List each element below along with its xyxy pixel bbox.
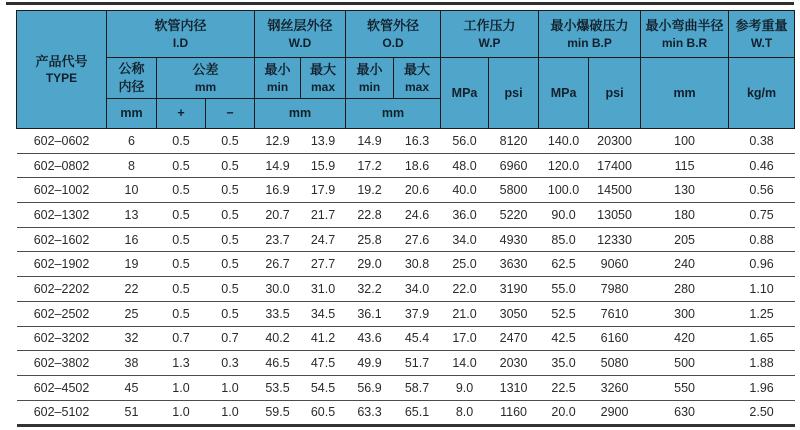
table-row [17,301,795,326]
value-cell: 34.5 [301,301,346,326]
value-cell: 49.9 [346,351,394,376]
product-code-cell: 602–2502 [17,301,107,326]
value-cell: 0.5 [157,252,206,277]
header-label-en: min B.R [661,35,708,50]
value-cell: 20.0 [539,400,589,426]
value-cell: 40.0 [441,178,489,203]
value-cell: 12.9 [255,129,301,154]
value-cell: 53.5 [255,375,301,400]
header-label-zh: 软管外径 [367,18,420,34]
header-label-zh: 最小 [356,62,383,78]
hose-spec-table [16,10,795,427]
product-code-cell: 602–2202 [17,277,107,302]
table-row [17,129,795,154]
value-cell: 63.3 [346,400,394,426]
header-label-en: max [310,79,336,94]
value-cell: 0.5 [206,178,255,203]
value-cell: 0.5 [206,252,255,277]
value-cell: 30.0 [255,277,301,302]
value-cell: 48.0 [441,153,489,178]
value-cell: 15.9 [301,153,346,178]
value-cell: 1.0 [157,375,206,400]
value-cell: 65.1 [394,400,441,426]
value-cell: 240 [641,252,729,277]
product-code-cell: 602–1902 [17,252,107,277]
value-cell: 3190 [489,277,539,302]
value-cell: 42.5 [539,326,589,351]
value-cell: 27.6 [394,227,441,252]
header-label-en: W.P [478,35,501,50]
table-row [17,203,795,228]
value-cell: 45.4 [394,326,441,351]
value-cell: 13.9 [301,129,346,154]
value-cell: 7610 [589,301,641,326]
header-wd-max [301,58,346,99]
value-cell: 115 [641,153,729,178]
value-cell: 34.0 [394,277,441,302]
product-code-cell: 602–0602 [17,129,107,154]
value-cell: 46.5 [255,351,301,376]
header-label-en: max [405,79,430,94]
value-cell: 4930 [489,227,539,252]
value-cell: 6 [107,129,157,154]
value-cell: 25.0 [441,252,489,277]
value-cell: 8.0 [441,400,489,426]
value-cell: 0.7 [206,326,255,351]
value-cell: 14.9 [346,129,394,154]
value-cell: 0.5 [206,203,255,228]
value-cell: 1.96 [729,375,795,400]
value-cell: 20300 [589,129,641,154]
value-cell: 0.5 [206,301,255,326]
value-cell: 0.5 [206,129,255,154]
value-cell: 0.38 [729,129,795,154]
value-cell: 0.5 [157,277,206,302]
header-id-group [107,11,255,58]
value-cell: 100 [641,129,729,154]
value-cell: 55.0 [539,277,589,302]
value-cell: 1.25 [729,301,795,326]
value-cell: 18.6 [394,153,441,178]
table-row [17,351,795,376]
value-cell: 0.5 [157,178,206,203]
header-wd-group [255,11,346,58]
value-cell: 1.3 [157,351,206,376]
header-label-en: W.D [288,35,312,50]
table-row [17,252,795,277]
value-cell: 60.5 [301,400,346,426]
value-cell: 1.65 [729,326,795,351]
value-cell: 22.5 [539,375,589,400]
value-cell: 9060 [589,252,641,277]
header-wp-mpa: MPa [441,58,489,129]
value-cell: 38 [107,351,157,376]
value-cell: 300 [641,301,729,326]
header-label-en: min B.P [567,35,612,50]
value-cell: 40.2 [255,326,301,351]
value-cell: 23.7 [255,227,301,252]
table-row [17,153,795,178]
value-cell: 0.5 [206,277,255,302]
product-code-cell: 602–0802 [17,153,107,178]
header-label-en: min [358,79,381,94]
value-cell: 5800 [489,178,539,203]
header-wp-psi: psi [489,58,539,129]
value-cell: 550 [641,375,729,400]
header-bp-psi: psi [589,58,641,129]
value-cell: 8120 [489,129,539,154]
value-cell: 14500 [589,178,641,203]
header-bp-mpa: MPa [539,58,589,129]
value-cell: 0.5 [157,301,206,326]
value-cell: 5080 [589,351,641,376]
value-cell: 13 [107,203,157,228]
value-cell: 3630 [489,252,539,277]
header-br-group [641,11,729,58]
product-code-cell: 602–1302 [17,203,107,228]
value-cell: 43.6 [346,326,394,351]
value-cell: 33.5 [255,301,301,326]
header-wt-kgm: kg/m [729,58,795,129]
header-wt-group [729,11,795,58]
header-label-en: min [266,79,289,94]
value-cell: 0.5 [157,129,206,154]
table-body [17,129,795,426]
header-label-zh: 最小弯曲半径 [645,18,724,34]
table-row [17,227,795,252]
header-label-zh: 工作压力 [463,18,516,34]
top-divider-rule [6,2,794,5]
header-nominal-mm: mm [107,99,157,129]
value-cell: 52.5 [539,301,589,326]
value-cell: 0.5 [206,227,255,252]
header-wd-mm: mm [255,99,346,129]
header-od-group [346,11,441,58]
value-cell: 500 [641,351,729,376]
value-cell: 36.0 [441,203,489,228]
product-code-cell: 602–1002 [17,178,107,203]
value-cell: 25 [107,301,157,326]
header-label-en: mm [194,79,217,94]
header-bp-group [539,11,641,58]
value-cell: 21.7 [301,203,346,228]
value-cell: 0.5 [157,227,206,252]
value-cell: 22 [107,277,157,302]
value-cell: 51.7 [394,351,441,376]
value-cell: 9.0 [441,375,489,400]
value-cell: 205 [641,227,729,252]
product-code-cell: 602–4502 [17,375,107,400]
value-cell: 85.0 [539,227,589,252]
value-cell: 3050 [489,301,539,326]
value-cell: 26.7 [255,252,301,277]
value-cell: 47.5 [301,351,346,376]
product-code-cell: 602–1602 [17,227,107,252]
value-cell: 7980 [589,277,641,302]
value-cell: 24.6 [394,203,441,228]
value-cell: 2470 [489,326,539,351]
value-cell: 22.0 [441,277,489,302]
value-cell: 1.10 [729,277,795,302]
header-label-en: W.T [750,35,773,50]
value-cell: 16.9 [255,178,301,203]
value-cell: 14.9 [255,153,301,178]
value-cell: 1.0 [206,375,255,400]
value-cell: 32.2 [346,277,394,302]
value-cell: 10 [107,178,157,203]
header-wd-min [255,58,301,99]
header-wp-group [441,11,539,58]
value-cell: 35.0 [539,351,589,376]
value-cell: 2030 [489,351,539,376]
table-row [17,400,795,426]
value-cell: 27.7 [301,252,346,277]
header-od-mm: mm [346,99,441,129]
value-cell: 20.7 [255,203,301,228]
header-label-zh: 最小爆破压力 [550,18,629,34]
value-cell: 17.2 [346,153,394,178]
value-cell: 140.0 [539,129,589,154]
value-cell: 3260 [589,375,641,400]
value-cell: 120.0 [539,153,589,178]
value-cell: 130 [641,178,729,203]
value-cell: 13050 [589,203,641,228]
value-cell: 100.0 [539,178,589,203]
value-cell: 0.88 [729,227,795,252]
value-cell: 31.0 [301,277,346,302]
value-cell: 41.2 [301,326,346,351]
value-cell: 0.5 [206,153,255,178]
header-label-en: O.D [382,35,404,50]
product-code-cell: 602–3202 [17,326,107,351]
value-cell: 32 [107,326,157,351]
value-cell: 19.2 [346,178,394,203]
header-label-zh: 最大 [310,62,337,78]
header-label-en: TYPE [45,71,78,86]
value-cell: 1.0 [157,400,206,426]
header-nominal-id [107,58,157,99]
value-cell: 8 [107,153,157,178]
product-code-cell: 602–3802 [17,351,107,376]
value-cell: 22.8 [346,203,394,228]
value-cell: 0.5 [157,153,206,178]
value-cell: 280 [641,277,729,302]
header-product-code [17,11,107,129]
value-cell: 0.7 [157,326,206,351]
value-cell: 51 [107,400,157,426]
value-cell: 6160 [589,326,641,351]
table-row [17,326,795,351]
header-label-zh: 公称 [118,61,145,77]
value-cell: 21.0 [441,301,489,326]
value-cell: 420 [641,326,729,351]
value-cell: 630 [641,400,729,426]
header-br-mm: mm [641,58,729,129]
header-label-zh: 产品代号 [35,53,88,69]
value-cell: 1310 [489,375,539,400]
value-cell: 14.0 [441,351,489,376]
value-cell: 0.75 [729,203,795,228]
value-cell: 16.3 [394,129,441,154]
header-label-zh: 内径 [118,79,145,94]
product-code-cell: 602–5102 [17,400,107,426]
table-row [17,178,795,203]
value-cell: 62.5 [539,252,589,277]
value-cell: 17.9 [301,178,346,203]
header-tolerance [157,58,255,99]
value-cell: 16 [107,227,157,252]
value-cell: 36.1 [346,301,394,326]
value-cell: 5220 [489,203,539,228]
value-cell: 17.0 [441,326,489,351]
value-cell: 1.88 [729,351,795,376]
value-cell: 59.5 [255,400,301,426]
value-cell: 24.7 [301,227,346,252]
header-label-zh: 参考重量 [735,18,788,34]
value-cell: 180 [641,203,729,228]
value-cell: 90.0 [539,203,589,228]
header-row-groups [17,11,795,58]
header-od-max [394,58,441,99]
value-cell: 0.56 [729,178,795,203]
value-cell: 1.0 [206,400,255,426]
value-cell: 17400 [589,153,641,178]
value-cell: 25.8 [346,227,394,252]
header-label-zh: 钢丝层外径 [267,18,333,34]
value-cell: 45 [107,375,157,400]
value-cell: 0.5 [157,203,206,228]
header-label-en: I.D [172,35,189,50]
value-cell: 12330 [589,227,641,252]
value-cell: 0.3 [206,351,255,376]
value-cell: 0.46 [729,153,795,178]
value-cell: 29.0 [346,252,394,277]
header-label-zh: 最小 [264,62,291,78]
value-cell: 34.0 [441,227,489,252]
value-cell: 37.9 [394,301,441,326]
value-cell: 2900 [589,400,641,426]
value-cell: 1160 [489,400,539,426]
value-cell: 56.9 [346,375,394,400]
header-tolerance-minus: − [206,99,255,129]
value-cell: 54.5 [301,375,346,400]
header-label-zh: 公差 [192,62,219,78]
table-header [17,11,795,129]
header-tolerance-plus: + [157,99,206,129]
value-cell: 20.6 [394,178,441,203]
header-label-zh: 软管内径 [154,18,207,34]
value-cell: 2.50 [729,400,795,426]
value-cell: 19 [107,252,157,277]
table-row [17,277,795,302]
value-cell: 58.7 [394,375,441,400]
value-cell: 56.0 [441,129,489,154]
value-cell: 30.8 [394,252,441,277]
table-row [17,375,795,400]
header-row-sub [17,58,795,99]
header-od-min [346,58,394,99]
value-cell: 6960 [489,153,539,178]
value-cell: 0.96 [729,252,795,277]
header-label-zh: 最大 [404,62,431,78]
